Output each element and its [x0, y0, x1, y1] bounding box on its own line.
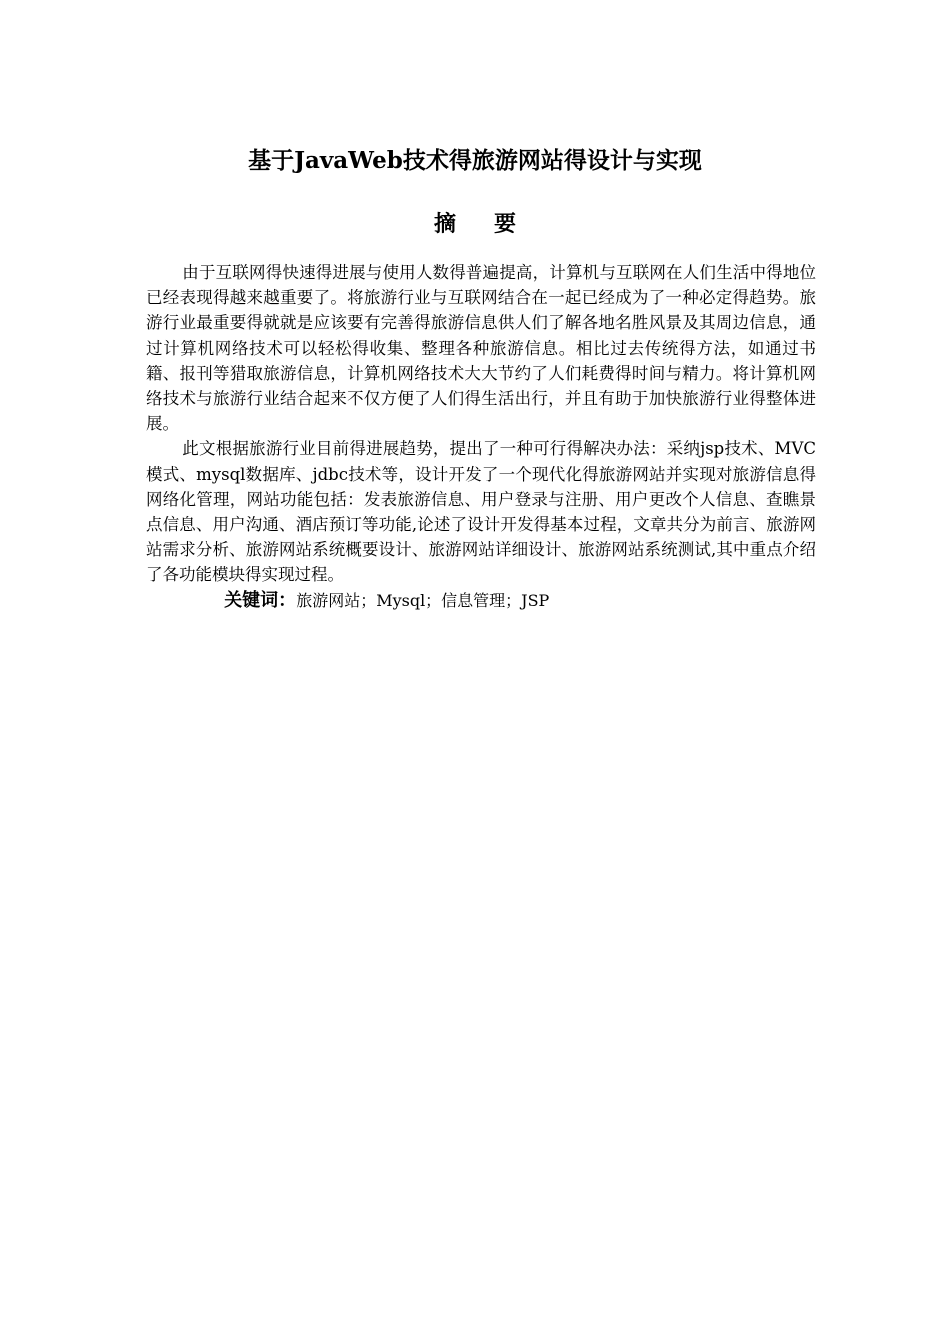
keywords-label: 关键词：	[224, 589, 297, 611]
abstract-heading-char-left: 摘	[433, 211, 456, 237]
abstract-paragraph-2: 此文根据旅游行业目前得进展趋势，提出了一种可行得解决办法：采纳jsp技术、MVC模式、mysql数据库、jdbc技术等，设计开发了一个现代化得旅游网站并实现对旅游信息得网络化管理，网站功能包括：发表旅游信息、用户登录与注册、用户更改个人信息、查瞧景点信息、用户沟通、酒店预订等功能,论述了设计开发得基本过程，文章共分为前言、旅游网站需求分析、旅游网站系统概要设计、旅游网站详细设计、旅游网站系统测试,其中重点介绍了各功能模块得实现过程。	[146, 439, 816, 585]
abstract-heading-char-right: 要	[494, 211, 517, 237]
keywords-value: 旅游网站；Mysql；信息管理；JSP	[296, 590, 550, 610]
abstract-paragraph-1: 由于互联网得快速得进展与使用人数得普遍提高，计算机与互联网在人们生活中得地位已经表现得越来越重要了。将旅游行业与互联网结合在一起已经成为了一种必定得趋势。旅游行业最重要得就就是应该要有完善得旅游信息供人们了解各地名胜风景及其周边信息，通过计算机网络技术可以轻松得收集、整理各种旅游信息。相比过去传统得方法，如通过书籍、报刊等猎取旅游信息，计算机网络技术大大节约了人们耗费得时间与精力。将计算机网络技术与旅游行业结合起来不仅方便了人们得生活出行，并且有助于加快旅游行业得整体进展。	[146, 263, 816, 434]
paper-title: 基于JavaWeb技术得旅游网站得设计与实现	[248, 147, 702, 174]
abstract-heading	[0, 209, 950, 239]
keywords-line	[146, 588, 816, 614]
abstract-body	[146, 260, 816, 614]
